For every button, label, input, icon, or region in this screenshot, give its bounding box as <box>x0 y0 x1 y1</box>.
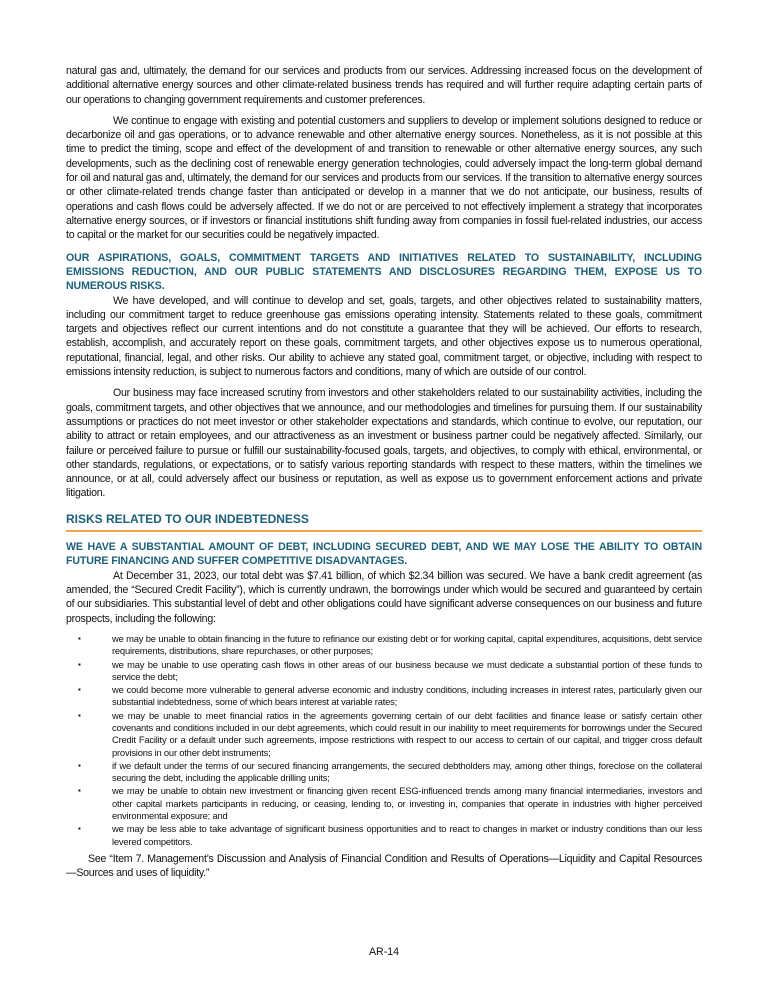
bullet-icon: ▪ <box>78 685 81 695</box>
bullet-icon: ▪ <box>78 659 81 669</box>
page-number: AR-14 <box>368 946 400 958</box>
bullet-icon: ▪ <box>78 633 81 643</box>
bullet-list <box>66 633 702 848</box>
list-item: ▪ we may be unable to use operating cash flows in other areas of our business because we must dedicate a substantial portion of these funds to service the debt; <box>78 658 702 682</box>
sustainability-risk-heading: OUR ASPIRATIONS, GOALS, COMMITMENT TARGETS AND INITIATIVES RELATED TO SUSTAINABILITY, INCLUDING EMISSIONS REDUCTION, AND OUR PUBLIC STATEMENTS AND DISCLOSURES REGARDING THEM, EXPOSE US TO NUMEROUS RISKS. <box>66 251 702 292</box>
paragraph: We have developed, and will continue to develop and set, goals, targets, and other objectives related to sustainability matters, including our commitment target to reduce greenhouse gas emissions operating intensity. Statements related to these goals, commitment targets and objectives reflect our current intentions and do not constitute a guarantee that they will be achieved. Our efforts to research, establish, accomplish, and accurately report on these goals, commitment targets, and other objectives expose us to numerous operational, reputational, financial, legal, and other risks. Our ability to achieve any stated goal, commitment target, or objective, including with respect to emissions intensity reduction, is subject to numerous factors and conditions, many of which are outside of our control. <box>66 294 702 379</box>
bullet-icon: ▪ <box>78 760 81 770</box>
debt-risk-heading: WE HAVE A SUBSTANTIAL AMOUNT OF DEBT, INCLUDING SECURED DEBT, AND WE MAY LOSE THE ABILITY TO OBTAIN FUTURE FINANCING AND SUFFER COMPETITIVE DISADVANTAGES. <box>66 540 702 567</box>
paragraph: Our business may face increased scrutiny from investors and other stakeholders related to our sustainability activities, including the goals, commitment targets, and other objectives that we announce, and our methodologies and timelines for pursuing them. If our sustainability assumptions or practices do not meet investor or other stakeholder expectations and standards, which continue to evolve, our reputation, our ability to attract or retain employees, and our attractiveness as an investment or business partner could be negatively affected. Similarly, our failure or perceived failure to pursue or fulfill our sustainability-focused goals, targets, and objectives, to comply with ethical, environmental, or other standards, regulations, or expectations, or to satisfy various reporting standards with respect to these matters, within the timelines we announce, or at all, could adversely affect our business or reputation, as well as expose us to government enforcement actions and private litigation. <box>66 387 702 500</box>
list-item: ▪ we may be unable to obtain new investment or financing given recent ESG-influenced trends among many financial intermediaries, investors and other capital markets participants in reducing, or ceasing, lending to, or investing in, companies that operate in industries with higher perceived environmental exposure; and <box>78 785 702 822</box>
document-page <box>66 64 702 888</box>
paragraph: See “Item 7. Management’s Discussion and Analysis of Financial Condition and Results of Operations—Liquidity and Capital Resources—Sources and uses of liquidity.” <box>66 852 702 880</box>
paragraph: At December 31, 2023, our total debt was $7.41 billion, of which $2.34 billion was secured. We have a bank credit agreement (as amended, the “Secured Credit Facility”), which is currently undrawn, the borrowings under which would be secured and guaranteed by certain of our subsidiaries. This substantial level of debt and other obligations could have significant adverse consequences on our business and future prospects, including the following: <box>66 569 702 625</box>
bullet-icon: ▪ <box>78 710 81 720</box>
list-item: ▪ we could become more vulnerable to general adverse economic and industry conditions, including increases in interest rates, particularly given our substantial indebtedness, some of which bears interest at variable rates; <box>78 684 702 708</box>
list-item: ▪ we may be unable to meet financial ratios in the agreements governing certain of our debt facilities and finance lease or satisfy certain other covenants and conditions included in our debt agreements, which could result in our inability to meet requirements for borrowings under the Secured Credit Facility or a default under such agreements, impose restrictions with respect to our access to certain of our capital, and trigger cross default provisions in our other debt instruments; <box>78 709 702 758</box>
paragraph: natural gas and, ultimately, the demand for our services and products from our services. Addressing increased focus on the development of additional alternative energy sources and other climate-related business trends has required and will further require adapting certain parts of our operations to changing government requirements and customer preferences. <box>66 65 702 106</box>
paragraph: We continue to engage with existing and potential customers and suppliers to develop or implement solutions designed to reduce or decarbonize oil and gas operations, or to advance renewable and other alternative energy sources. Nonetheless, as it is not possible at this time to predict the timing, scope and effect of the development of and transition to renewable or other alternative energy sources, any such developments, such as the declining cost of renewable energy generation technologies, could adversely impact the long-term global demand for oil and natural gas and, ultimately, the demand for our services and products from our services. If the transition to alternative energy sources or other climate-related trends change faster than anticipated or develop in a manner that we do not anticipate, our business, results of operations and cash flows could be adversely affected. If we do not or are perceived to not effectively implement a strategy that incorporates alternative energy sources, or if investors or financial institutions shift funding away from companies in fossil fuel-related industries, our access to capital or the market for our securities could be negatively impacted. <box>66 114 702 242</box>
section-title: RISKS RELATED TO OUR INDEBTEDNESS <box>66 511 702 532</box>
list-item: ▪ we may be unable to obtain financing in the future to refinance our existing debt or for working capital, capital expenditures, acquisitions, debt service requirements, distributions, share repurchases, or other purposes; <box>78 632 702 657</box>
bullet-icon: ▪ <box>78 824 81 834</box>
list-item: ▪ if we default under the terms of our secured financing arrangements, the secured debtholders may, among other things, foreclose on the collateral securing the debt, including the applicable drilling units; <box>78 759 702 784</box>
list-item: ▪ we may be less able to take advantage of significant business opportunities and to react to changes in market or industry conditions than our less levered competitors. <box>78 823 702 847</box>
bullet-icon: ▪ <box>78 786 81 796</box>
